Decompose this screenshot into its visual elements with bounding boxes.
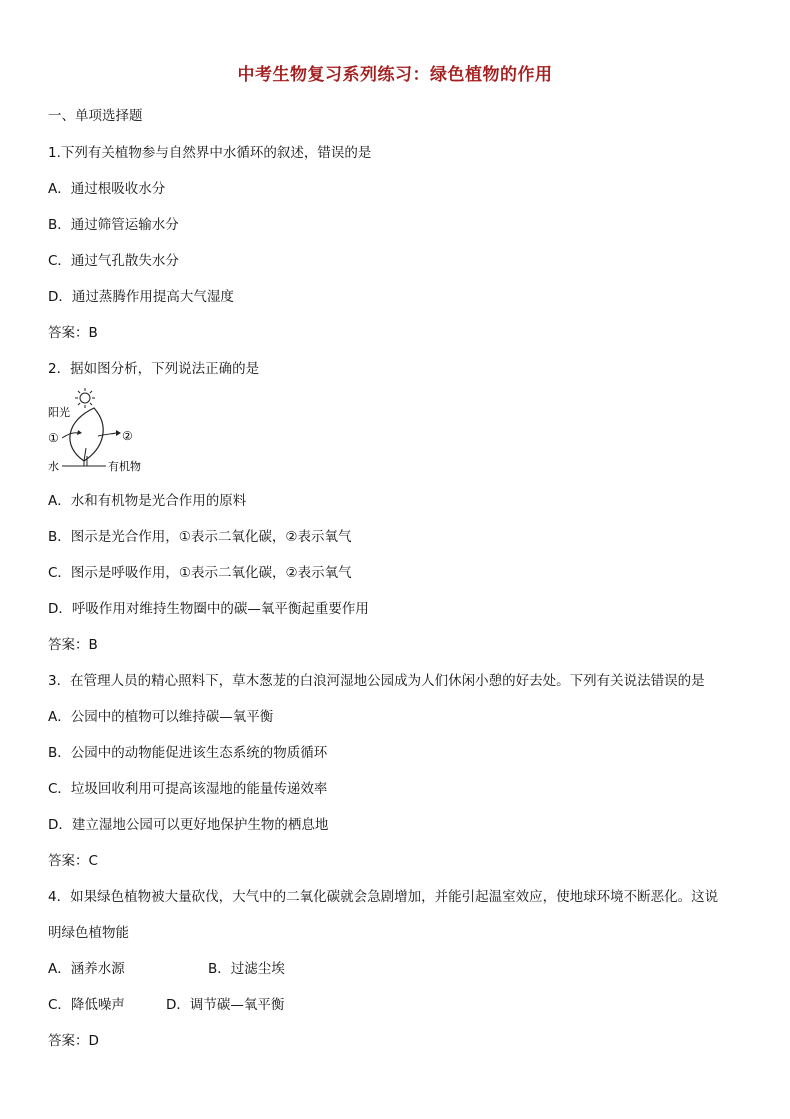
label-sunlight: 阳光 [48,406,70,419]
leaf-shape [70,408,103,461]
q4-answer: 答案：D [48,1033,99,1049]
q3-option-b: B．公园中的动物能促进该生态系统的物质循环 [48,745,328,761]
q3-option-d: D．建立湿地公园可以更好地保护生物的栖息地 [48,817,329,833]
q4-stem-line1: 4．如果绿色植物被大量砍伐，大气中的二氧化碳就会急剧增加，并能引起温室效应，使地球环境不断恶化。这说 [48,889,719,905]
q2-option-c: C．图示是呼吸作用，①表示二氧化碳，②表示氧气 [48,565,352,581]
label-water: 水 [48,460,59,473]
q4-option-d: D．调节碳—氧平衡 [166,997,285,1013]
q2-answer: 答案：B [48,637,98,653]
section-heading: 一、单项选择题 [48,108,143,124]
q3-answer: 答案：C [48,853,98,869]
q1-option-d: D．通过蒸腾作用提高大气湿度 [48,289,234,305]
q2-option-b: B．图示是光合作用，①表示二氧化碳，②表示氧气 [48,529,352,545]
q3-stem: 3．在管理人员的精心照料下，草木葱茏的白浪河湿地公园成为人们休闲小憩的好去处。下列有关说法错误的是 [48,673,705,689]
arrow-2 [98,433,116,436]
page-title: 中考生物复习系列练习：绿色植物的作用 [237,65,553,85]
q4-options-row1 [48,959,285,979]
q3-option-c: C．垃圾回收利用可提高该湿地的能量传递效率 [48,781,328,797]
leaf-diagram [44,386,164,476]
q4-option-c: C．降低噪声 [48,997,125,1013]
q4-stem-line2: 明绿色植物能 [48,925,129,941]
q4-options-row2 [48,995,284,1015]
sun-icon [75,388,95,408]
label-mark-1: ① [48,431,59,445]
q1-answer: 答案：B [48,325,98,341]
q1-stem: 1.下列有关植物参与自然界中水循环的叙述，错误的是 [48,145,372,161]
label-mark-2: ② [122,429,133,443]
q1-option-c: C．通过气孔散失水分 [48,253,179,269]
q1-option-a: A．通过根吸收水分 [48,181,166,197]
label-organic: 有机物 [108,460,141,473]
q2-option-d: D．呼吸作用对维持生物圈中的碳—氧平衡起重要作用 [48,601,369,617]
q1-option-b: B．通过筛管运输水分 [48,217,179,233]
q4-option-a: A．涵养水源 [48,961,125,977]
q2-stem: 2．据如图分析，下列说法正确的是 [48,361,260,377]
q3-option-a: A．公园中的植物可以维持碳—氧平衡 [48,709,274,725]
q2-option-a: A．水和有机物是光合作用的原料 [48,493,247,509]
q4-option-b: B．过滤尘埃 [208,961,285,977]
